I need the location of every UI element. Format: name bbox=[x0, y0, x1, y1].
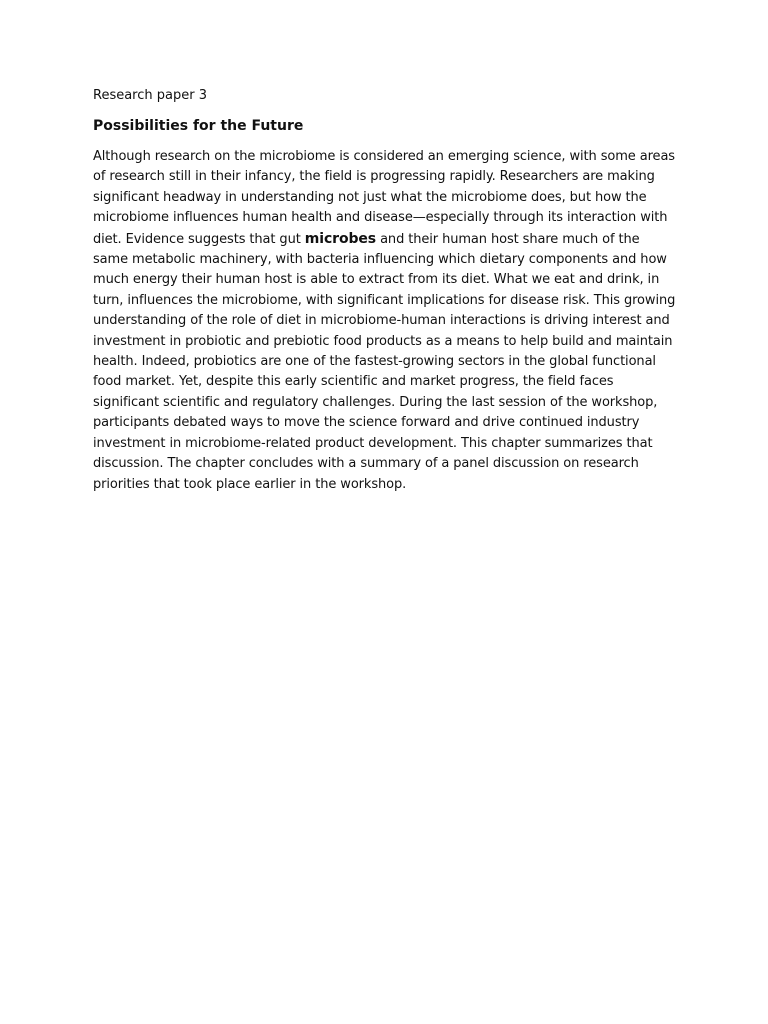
emphasized-word: microbes bbox=[304, 230, 377, 247]
body-paragraph bbox=[93, 147, 678, 495]
section-heading: Possibilities for the Future bbox=[93, 118, 304, 134]
paragraph-text-part-1: Although research on the microbiome is considered an emerging science, with some areas of research still in their infancy, the field is progressing rapidly. Researchers are making significant headway in understanding not just what the microbiome does, but how the microbiome influences human health and disease—especially through its interaction with diet. Evidence suggests that gut bbox=[93, 149, 675, 247]
document-body bbox=[93, 87, 678, 495]
paragraph-text-part-2: and their human host share much of the same metabolic machinery, with bacteria influencing which dietary components and how much energy their human host is able to extract from its diet. What we eat and drink, in turn, influences the microbiome, with significant implications for disease risk. This growing understanding of the role of diet in microbiome-human interactions is driving interest and investment in probiotic and prebiotic food products as a means to help build and maintain health. Indeed, probiotics are one of the fastest-growing sectors in the global functional food market. Yet, despite this early scientific and market progress, the field faces significant scientific and regulatory challenges. During the last session of the workshop, participants debated ways to move the science forward and drive continued industry investment in microbiome-related product development. This chapter summarizes that discussion. The chapter concludes with a summary of a panel discussion on research priorities that took place earlier in the workshop. bbox=[93, 231, 676, 492]
document-label: Research paper 3 bbox=[93, 88, 207, 103]
